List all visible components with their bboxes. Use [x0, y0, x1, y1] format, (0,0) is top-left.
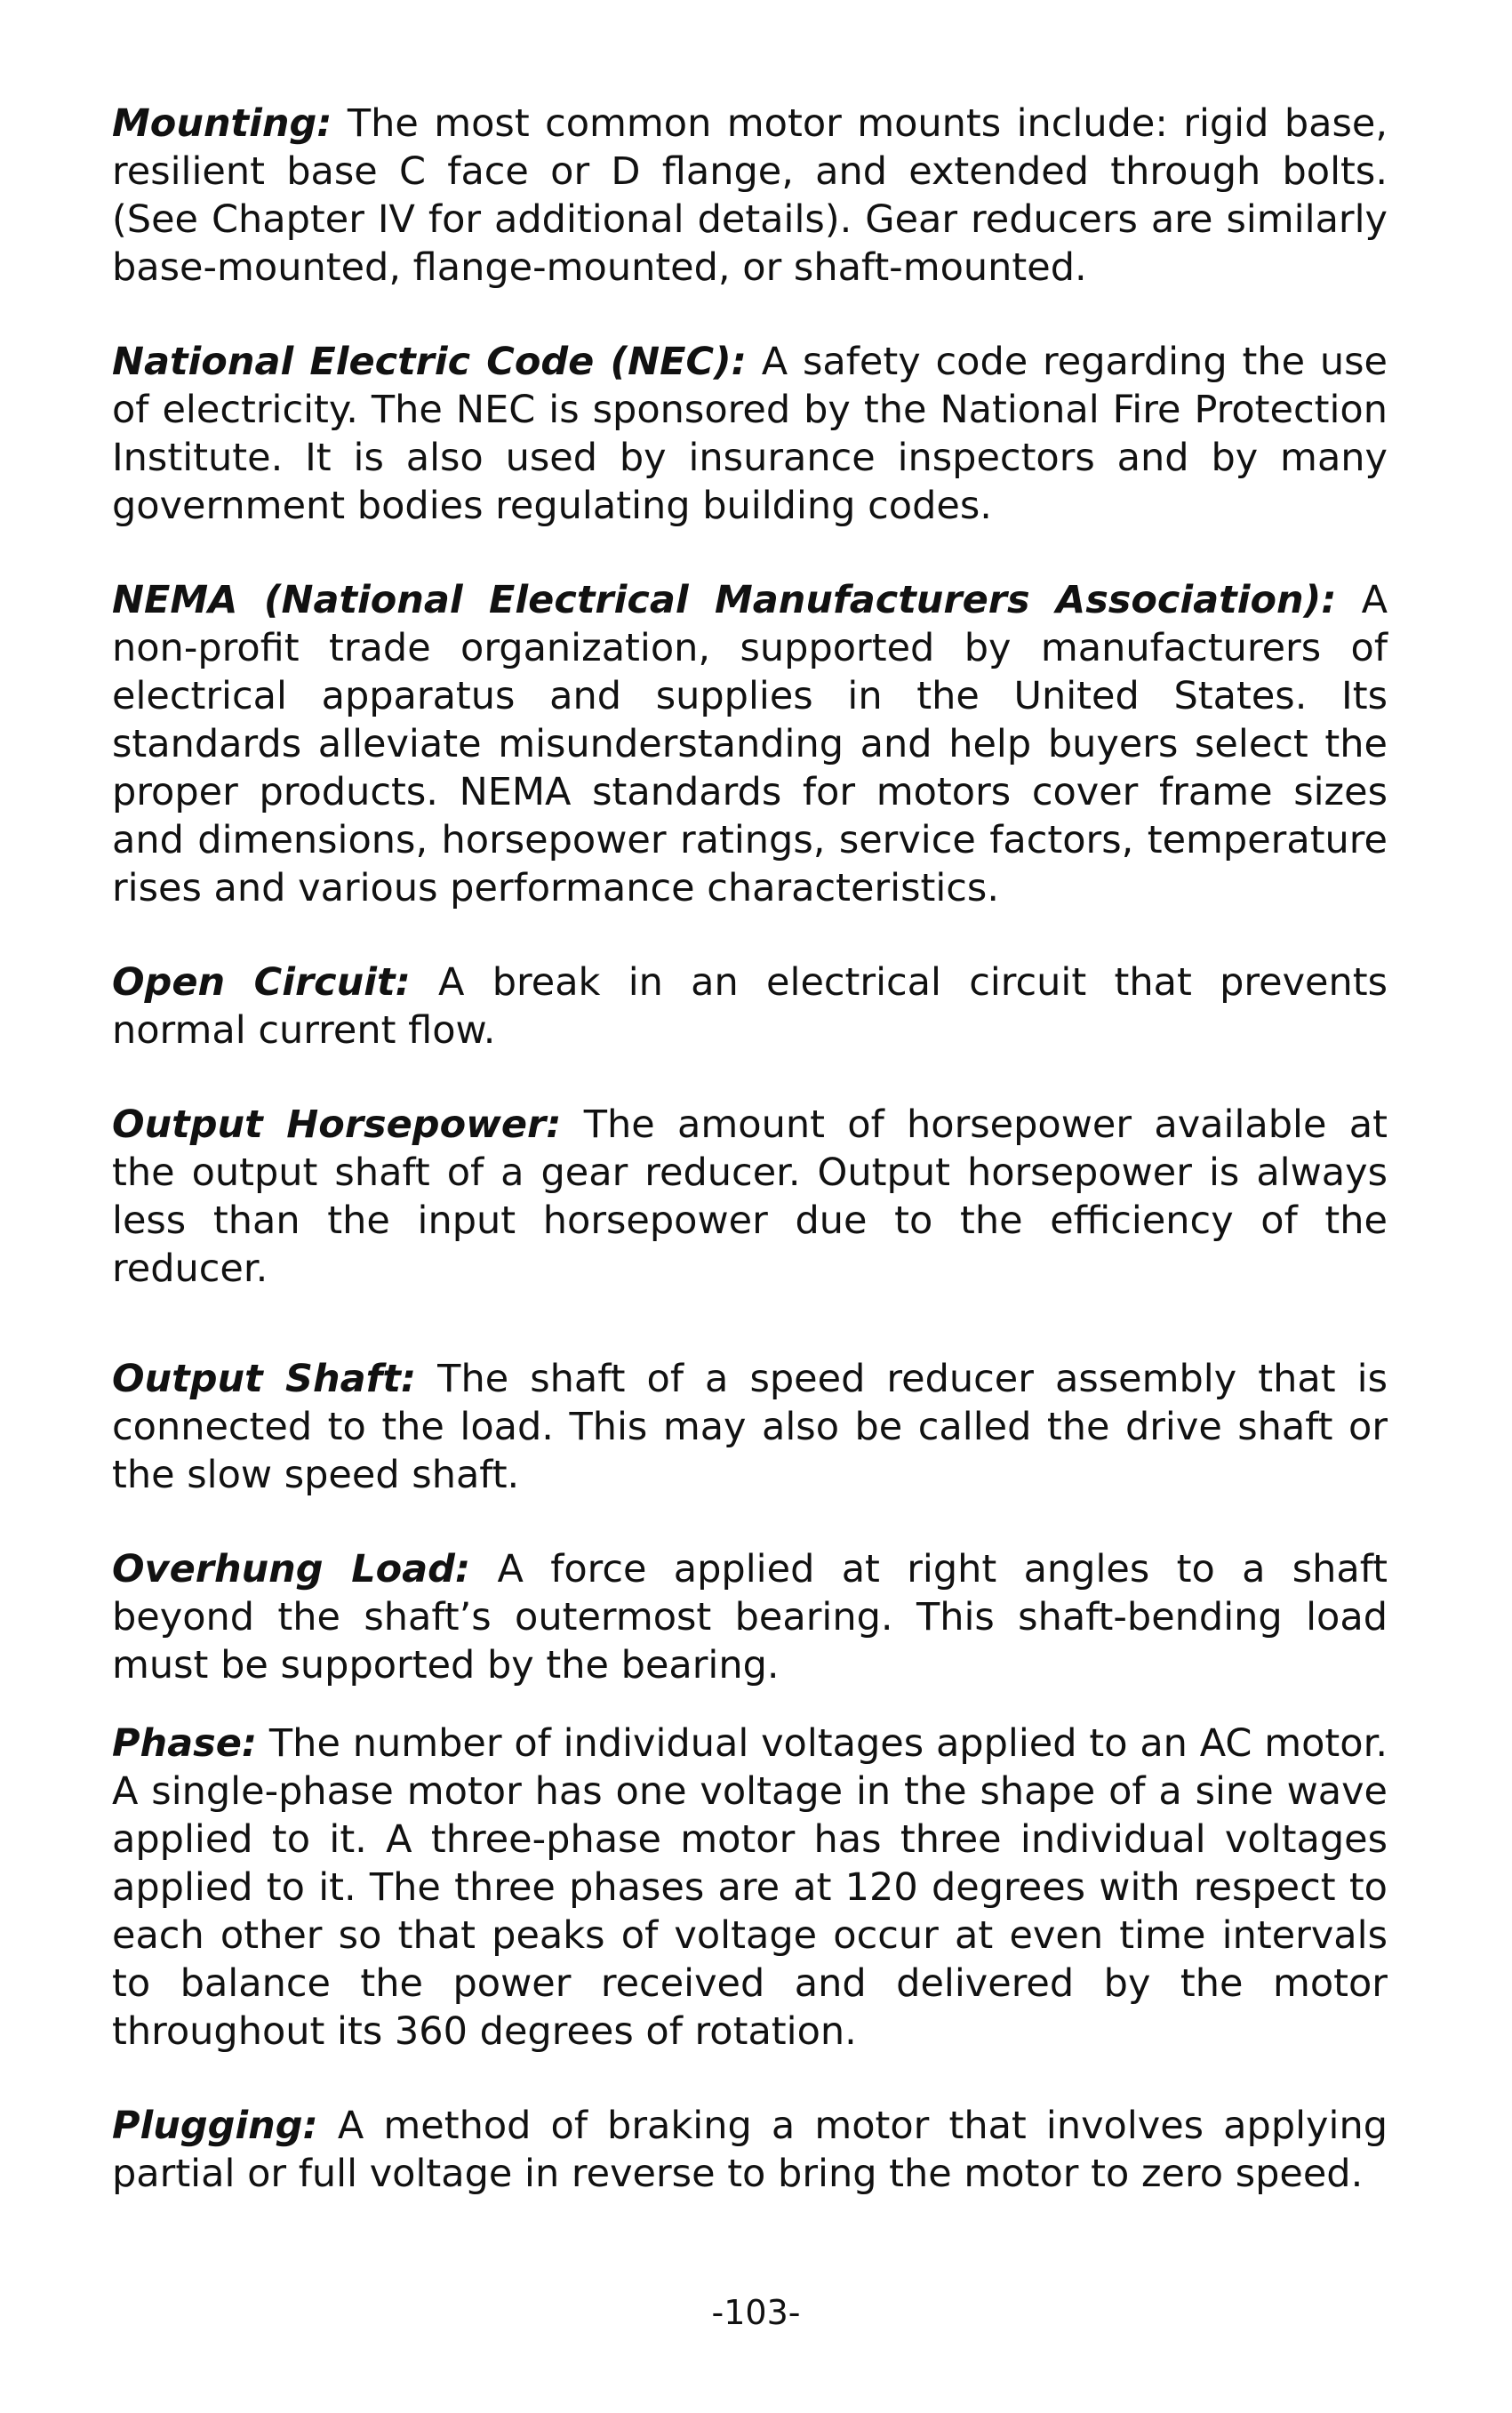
glossary-term: Output Horsepower: — [112, 1102, 562, 1147]
glossary-entry-phase — [112, 1720, 1388, 2056]
glossary-definition: A method of braking a motor that involves applying partial or full voltage in reverse to bring the motor to zero speed. — [112, 2104, 1388, 2196]
glossary-term: Overhung Load: — [112, 1547, 471, 1591]
glossary-definition: A break in an electrical circuit that prevents normal current flow. — [112, 960, 1388, 1053]
glossary-entry-nec — [112, 338, 1388, 530]
glossary-entry-overhung-load — [112, 1545, 1388, 1689]
page-number: -103- — [711, 2293, 801, 2332]
glossary-term: Output Shaft: — [112, 1357, 417, 1401]
glossary-entry-nema — [112, 576, 1388, 912]
glossary-entry-open-circuit — [112, 958, 1388, 1054]
glossary-page — [112, 100, 1388, 2198]
glossary-definition: The most common motor mounts include: rigid base, resilient base C face or D flange, and extended through bolts. (See Chapter IV for additional details). Gear reducers are similarly base-mounted, flange-mounted, or shaft-mounted. — [112, 101, 1388, 290]
glossary-definition: A safety code regarding the use of electricity. The NEC is sponsored by the National Fire Protection Institute. It is also used by insurance inspectors and by many government bodies regulating building codes. — [112, 340, 1388, 528]
glossary-term: Mounting: — [112, 101, 332, 146]
glossary-definition: A non-profit trade organization, supported by manufacturers of electrical apparatus and supplies in the United States. Its standards alleviate misunderstanding and help buyers select the proper products. NEMA standards for motors cover frame sizes and dimensions, horsepower ratings, service factors, temperature rises and various performance characteristics. — [112, 578, 1388, 910]
glossary-term: NEMA (National Electrical Manufacturers Association): — [112, 578, 1337, 622]
glossary-entry-output-shaft — [112, 1355, 1388, 1499]
glossary-definition: The number of individual voltages applied to an AC motor. A single-phase motor has one voltage in the shape of a sine wave applied to it. A three-phase motor has three individual voltages applied to it. The three phases are at 120 degrees with respect to each other so that peaks of voltage occur at even time intervals to balance the power received and delivered by the motor throughout its 360 degrees of rotation. — [112, 1721, 1388, 2054]
glossary-term: Plugging: — [112, 2104, 318, 2148]
glossary-entry-output-horsepower — [112, 1101, 1388, 1293]
glossary-definition: A force applied at right angles to a shaft beyond the shaft’s outermost bearing. This shaft-bending load must be supported by the bearing. — [112, 1547, 1388, 1687]
glossary-entry-plugging — [112, 2102, 1388, 2198]
glossary-entry-mounting — [112, 100, 1388, 292]
glossary-term: National Electric Code (NEC): — [112, 340, 747, 384]
glossary-definition: The amount of horsepower available at the output shaft of a gear reducer. Output horsepower is always less than the input horsepower due to the efficiency of the reducer. — [112, 1102, 1388, 1291]
glossary-term: Phase: — [112, 1721, 258, 1766]
glossary-term: Open Circuit: — [112, 960, 411, 1005]
glossary-definition: The shaft of a speed reducer assembly that is connected to the load. This may also be called the drive shaft or the slow speed shaft. — [112, 1357, 1388, 1497]
